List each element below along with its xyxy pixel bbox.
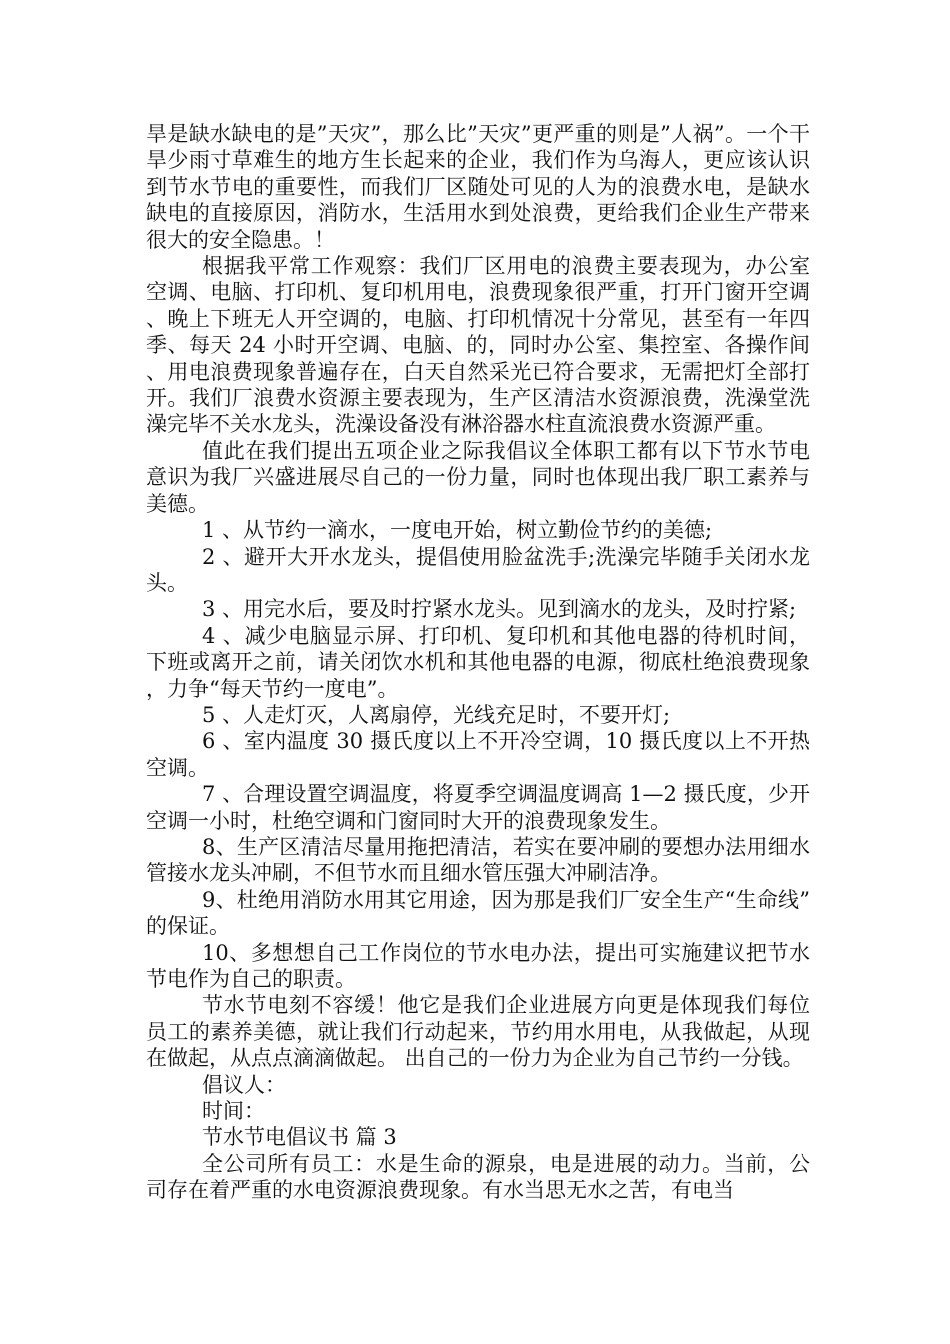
list-item-10: 10、多想想自己工作岗位的节水电办法，提出可实施建议把节水节电作为自己的职责。 <box>146 940 810 991</box>
list-item-3: 3 、用完水后，要及时拧紧水龙头。见到滴水的龙头，及时拧紧; <box>202 597 797 622</box>
list-item-2: 2 、避开大开水龙头，提倡使用脸盆洗手;洗澡完毕随手关闭水龙头。 <box>146 544 810 595</box>
list-item-4: 4 、减少电脑显示屏、打印机、复印机和其他电器的待机时间，下班或离开之前，请关闭饮水机和其他电器的电源，彻底杜绝浪费现象，力争“每天节约一度电”。 <box>146 623 810 701</box>
list-item-9: 9、杜绝用消防水用其它用途，因为那是我们厂安全生产“生命线”的保证。 <box>146 887 810 939</box>
signature-line: 倡议人： <box>202 1072 286 1097</box>
paragraph-observation: 根据我平常工作观察：我们厂区用电的浪费主要表现为，办公室空调、电脑、打印机、复印机用电，浪费现象很严重，打开门窗开空调、晚上下班无人开空调的，电脑、打印机情况十分常见，甚至有一年四季、每天 24 小时开空调、电脑、的，同时办公室、集控室、各操作间、用电浪费现象普遍存在，白天自然采光已符合要求，无需把灯全部打开。我们厂浪费水资源主要表现为，生产区清洁水资源浪费，洗澡堂洗澡完毕不关水龙头，洗澡设备没有淋浴器水柱直流浪费水资源严重。 <box>146 254 810 437</box>
paragraph-conclusion: 节水节电刻不容缓！他它是我们企业进展方向更是体现我们每位员工的素养美德，就让我们行动起来，节约用水用电，从我做起，从现在做起，从点点滴滴做起。 出自己的一份力为企业为自己节约一分钱。 <box>146 993 810 1071</box>
section-title: 节水节电倡议书 篇 3 <box>202 1125 397 1150</box>
list-item-8: 8、生产区清洁尽量用拖把清洁，若实在要冲刷的要想办法用细水管接水龙头冲刷，不但节水而且细水管压强大冲刷洁净。 <box>146 834 810 886</box>
list-item-1: 1 、从节约一滴水，一度电开始，树立勤俭节约的美德; <box>202 518 713 543</box>
list-item-5: 5 、人走灯灭，人离扇停，光线充足时，不要开灯; <box>202 702 671 727</box>
paragraph-disaster: 旱是缺水缺电的是”天灾”，那么比”天灾”更严重的则是”人祸”。一个干旱少雨寸草难生的地方生长起来的企业，我们作为乌海人，更应该认识到节水节电的重要性，而我们厂区随处可见的人为的浪费水电，是缺水缺电的直接原因，消防水，生活用水到处浪费，更给我们企业生产带来很大的安全隐患。！ <box>146 122 810 252</box>
paragraph-proposal: 值此在我们提出五项企业之际我倡议全体职工都有以下节水节电意识为我厂兴盛进展尽自己的一份力量，同时也体现出我厂职工素养与美德。 <box>146 438 810 516</box>
paragraph-section-3-intro: 全公司所有员工：水是生命的源泉，电是进展的动力。当前，公司存在着严重的水电资源浪费现象。有水当思无水之苦，有电当 <box>146 1151 810 1203</box>
date-line: 时间： <box>202 1099 265 1124</box>
document-page <box>146 121 810 1204</box>
list-item-6: 6 、室内温度 30 摄氏度以上不开冷空调，10 摄氏度以上不开热空调。 <box>146 729 810 780</box>
list-item-7: 7 、合理设置空调温度，将夏季空调温度调高 1—2 摄氏度，少开空调一小时，杜绝空调和门窗同时大开的浪费现象发生。 <box>146 782 810 833</box>
